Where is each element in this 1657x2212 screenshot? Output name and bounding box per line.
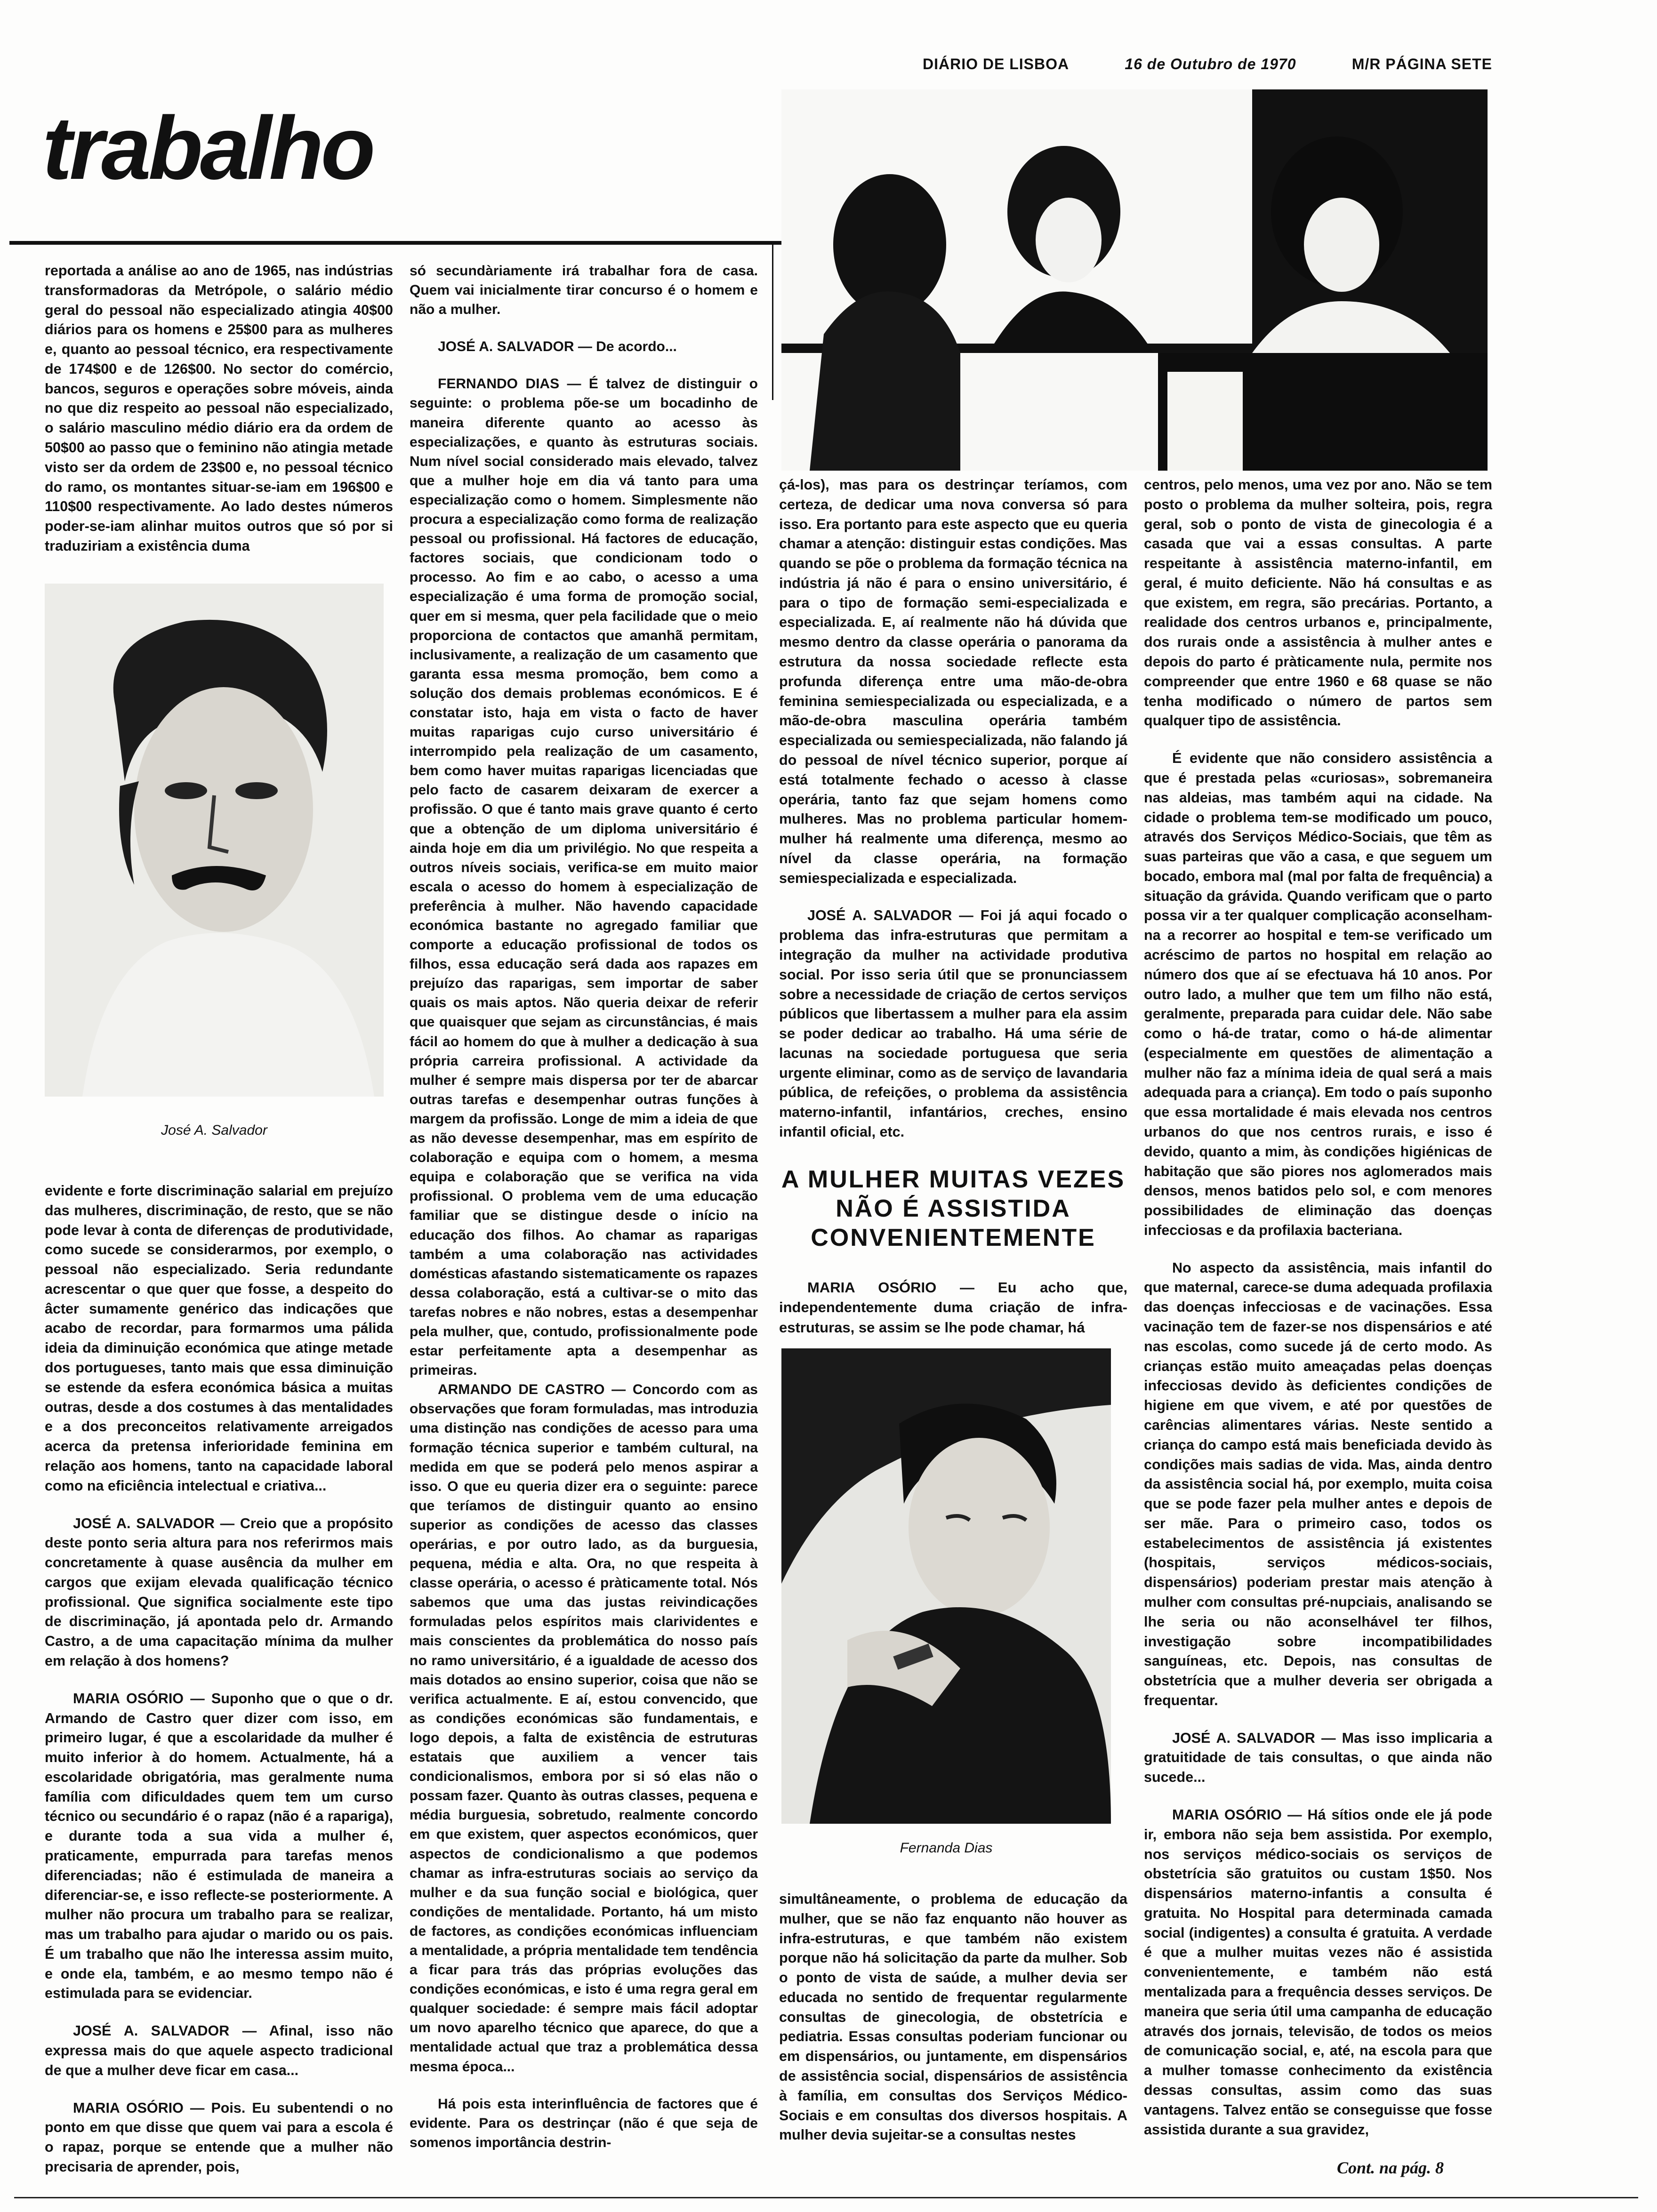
paragraph: centros, pelo menos, uma vez por ano. Não se tem posto o problema da mulher solteira, pois, regra geral, sob o ponto de vista de ginecologia é a casada que vai a essas consultas. A parte respeitante à assistência materno-infantil, em geral, é muito deficiente. Não há consultas e as que existem, em regra, são precárias. Portanto, a realidade dos centros urbanos e, principalmente, dos rurais onde a assistência à mulher antes e depois do parto é pràticamente nula, permite nos compreender que entre 1960 e 68 quase se não tenha modificado o número de partos sem qualquer tipo de assistência. (1144, 477, 1492, 729)
paragraph: Há pois esta interinfluência de factores que é evidente. Para os destrinçar (não é que seja de somenos importância destrin- (410, 2096, 758, 2150)
portrait-photo-salvador (45, 584, 384, 1097)
bottom-rule (14, 2197, 1638, 2198)
issue-date: 16 de Outubro de 1970 (1125, 56, 1296, 72)
paragraph: É evidente que não considero assistência a que é prestada pelas «curiosas», sobremaneira nas aldeias, mas também aqui na cidade. Na cidade o problema tem-se modificado um pouco, através dos Serviços Médico-Sociais, que têm as suas parteiras que vão a casa, e que seguem um bocado, embora mal (mal por falta de frequência) a situação da grávida. Quando verificam que o parto possa vir a ter qualquer complicação aconselham-na a recorrer ao hospital e tem-se verificado um acréscimo de partos no hospital em relação ao número dos que aí se efectuava há 10 anos. Por outro lado, a mulher que tem um filho não está, geralmente, preparada para cuidar dele. Não sabe como o há-de tratar, como o há-de alimentar (especialmente em questões de alimentação a mulher não faz a mínima ideia de qual será a mais adequada para a criança). Em todo o país suponho que essa mortalidade é mais elevada nos centros urbanos do que nos centros rurais, e isso é devido, quanto a mim, às condições higiénicas de habitação que são piores nos aglomerados mais densos, menos batidos pelo sol, e com menores possibilidades de eliminação das doenças infecciosas e da profilaxia bacteriana. (1144, 750, 1492, 1238)
paragraph: simultâneamente, o problema de educação da mulher, que se não faz enquanto não houver as infra-estruturas, e que também não existem porque não há solicitação da parte da mulher. Sob o ponto de vista de saúde, a mulher devia ser educada no sentido de frequentar regularmente consultas de ginecologia, de obstetrícia e pediatria. Essas consultas poderiam funcionar ou em dispensários, ou juntamente, em dispensários de assistência social, dispensários de assistência à família, em consultas dos Serviços Médico-Sociais e em consultas dos diversos hospitais. A mulher devia sujeitar-se a consultas nestes (779, 1891, 1127, 2143)
paragraph: MARIA OSÓRIO — Eu acho que, independentemente duma criação de infra-estruturas, se assim se lhe pode chamar, há (779, 1279, 1127, 1336)
section-title: trabalho (42, 98, 373, 198)
paragraph: só secundàriamente irá trabalhar fora de casa. Quem vai inicialmente tirar concurso é o homem e não a mulher. (410, 263, 758, 318)
column-1-bottom (45, 1181, 393, 2177)
continued-note[interactable]: Cont. na pág. 8 (1337, 2158, 1444, 2177)
column-1-top (45, 261, 393, 556)
paragraph: reportada a análise ao ano de 1965, nas indústrias transformadoras da Metrópole, o salário médio geral do pessoal não especializado atingia 40$00 diários para os homens e 25$00 para as mulheres e, quanto ao pessoal técnico, era respectivamente de 174$00 e de 126$00. No sector do comércio, bancos, seguros e operações sobre móveis, ainda no que diz respeito ao pessoal não especializado, o salário masculino médio diário era da ordem de 50$00 ao passo que o feminino não atingia metade visto ser da ordem de 23$00 e, no pessoal técnico do ramo, os montantes situar-se-iam em 196$00 e 110$00 respectivamente. Ao lado destes números poder-se-iam alinhar muitos outros que só por si traduziriam a existência duma (45, 263, 393, 554)
headline-line: A MULHER MUITAS VEZES (781, 1166, 1126, 1193)
portrait-photo-fernanda (781, 1348, 1111, 1824)
group-photo (781, 89, 1488, 471)
headline-line: CONVENIENTEMENTE (811, 1224, 1096, 1251)
column-3-intro (779, 1278, 1127, 1338)
paragraph: JOSÉ A. SALVADOR — Foi já aqui focado o problema das infra-estruturas que permitam a integração da mulher na actividade produtiva social. Por isso seria útil que se pronunciassem sobre a necessidade de criação de certos serviços públicos que libertassem a mulher para ela assim se poder dedicar ao trabalho. Há uma série de lacunas na sociedade portuguesa que seria urgente eliminar, como as de serviço de lavandaria pública, de refeições, o problema da assistência materno-infantil, infantários, creches, ensino infantil oficial, etc. (779, 907, 1127, 1140)
headline-line: NÃO É ASSISTIDA (836, 1195, 1071, 1222)
column-4 (1144, 475, 1492, 2140)
photo-caption-salvador: José A. Salvador (161, 1122, 267, 1138)
paragraph: JOSÉ A. SALVADOR — Afinal, isso não expressa mais do que aquele aspecto tradicional de que a mulher deve ficar em casa... (45, 2023, 393, 2078)
paragraph: MARIA OSÓRIO — Suponho que o que o dr. Armando de Castro quer dizer com isso, em primeiro lugar, é que a escolaridade da mulher é muito inferior à do homem. Actualmente, há a escolaridade obrigatória, mas geralmente numa família com dificuldades quem tem um curso técnico ou secundário é o rapaz (não é a rapariga), e durante toda a sua vida a mulher é, praticamente, empurrada para tarefas menos diferenciadas; não é estimulada de maneira a diferenciar-se, e isso reflecte-se posteriormente. A mulher não procura um trabalho para se realizar, mas um trabalho para ajudar o marido ou os pais. É um trabalho que não lhe interessa assim muito, e onde ela, também, e ao mesmo tempo não é estimulada para se evidenciar. (45, 1690, 393, 2002)
page-label: M/R PÁGINA SETE (1351, 56, 1492, 72)
photo-caption-fernanda: Fernanda Dias (900, 1840, 993, 1856)
paragraph: FERNANDO DIAS — É talvez de distinguir o seguinte: o problema põe-se um bocadinho de maneira diferente quanto ao acesso às especializações, e quanto às estruturas sociais. Num nível social considerado mais elevado, talvez que a mulher hoje em dia vá tanto para uma especialização como o homem. Simplesmente não procura a especialização como forma de realização pessoal ou profissional. Há factores de educação, factores sociais, que condicionam todo o processo. Ao fim e ao cabo, o acesso a uma especialização é uma forma de promoção social, quer em si mesma, quer pela facilidade que o meio proporciona de contactos que amanhã permitam, inclusivamente, a realização de um casamento que garanta essa mesma promoção, bem como a solução dos demais problemas económicos. E é constatar isto, haja em vista o facto de haver muitas raparigas cujo curso universitário é interrompido pela realização de um casamento, bem como haver muitas raparigas licenciadas que pelo facto de casarem deixaram de exercer a profissão. O que é tanto mais grave quanto é certo que a obtenção de um diploma universitário é ainda hoje em dia um privilégio. No que respeita a outros níveis sociais, verifica-se em muito maior escala o acesso do homem à especialização de preferência à mulher. Não havendo capacidade económica bastante no agregado familiar que comporte a educação profissional de todos os filhos, essa educação será dada aos rapazes em prejuízo das raparigas, sem importar de saber quais os mais aptos. Não queria deixar de referir que quaisquer que sejam as circunstâncias, é mais fácil ao homem do que à mulher a dedicação à sua própria carreira profissional. A actividade da mulher é sempre mais dispersa por ter de abarcar outras tarefas e desempenhar outras funções à margem da profissão. Longe de mim a ideia de que as não devesse desempenhar, mas em espírito de colaboração e equipa com o homem, a mesma equipa e colaboração que se verifica na vida profissional. O problema vem de uma educação familiar que se distingue desde o início na educação dos filhos. Ao chamar as raparigas também a uma colaboração nas actividades domésticas afastando sistematicamente os rapazes dessa colaboração, está a cultivar-se o mito das tarefas nobres e não nobres, estas a desempenhar pela mulher, que, contudo, profissionalmente pode estar perfeitamente apta a desempenhar as primeiras. (410, 376, 758, 1378)
column-3-bottom (779, 1890, 1127, 2145)
paragraph: evidente e forte discriminação salarial em prejuízo das mulheres, discriminação, de resto, que se não pode levar à conta de diferenças de produtividade, como sucede se considerarmos, por exemplo, o pessoal não especializado. Seria redundante acrescentar o que quer que fosse, a despeito do âcter sumamente genérico das indicações que acabo de recordar, para formarmos uma pálida ideia da diminuição económica que atinge metade dos portugueses, tanto mais que essa diminuição se estende da esfera económica básica a muitas outras, desde a dos costumes à das mentalidades e a dos preconceitos relativamente arreigados acerca da pretensa inferioridade feminina em relação aos homens, tanto na capacidade laboral como na eficiência intelectual e criativa... (45, 1183, 393, 1494)
paragraph: JOSÉ A. SALVADOR — Creio que a propósito deste ponto seria altura para nos referirmos mais concretamente à quase ausência da mulher em cargos que exijam elevada qualificação técnico profissional. Que significa socialmente este tipo de discriminação, já apontada pelo dr. Armando Castro, a de uma capacitação mínima da mulher em relação à dos homens? (45, 1515, 393, 1669)
paragraph: çá-los), mas para os destrinçar teríamos, com certeza, de dedicar uma nova conversa só para isso. Era portanto para este aspecto que eu queria chamar a atenção: distinguir estas condições. Mas quando se põe o problema da formação técnica na indústria já não é para o ensino universitário, é para o tipo de formação semi-especializada e especializada. E, aí realmente não há dúvida que mesmo dentro da classe operária o panorama da estrutura da nossa sociedade reflecte esta profunda diferença entre uma mão-de-obra feminina semiespecializada ou especializada, e a mão-de-obra masculina operária também especializada ou semiespecializada, não falando já do pessoal de nível técnico superior, porque aí está totalmente fechado o acesso à classe operária, tanto faz que sejam homens como mulheres. Mas no problema particular homem-mulher há realmente uma diferença, mesmo ao nível da classe operária, na formação semiespecializada e especializada. (779, 477, 1127, 886)
column-2 (410, 261, 758, 2152)
paragraph: ARMANDO DE CASTRO — Concordo com as observações que foram formuladas, mas introduzia uma distinção nas condições de acesso para uma formação técnica superior e também cultural, na medida em que se poderá pelo menos aspirar a isso. O que eu queria dizer era o seguinte: parece que teríamos de distinguir quanto ao ensino superior as condições de acesso das classes operárias, e por outro lado, as da burguesia, pequena, média e alta. Ora, no que respeita à classe operária, o acesso é pràticamente total. Nós sabemos que uma das justas reivindicações formuladas pelos espíritos mais clarividentes e mais conscientes da problemática do nosso país no ramo universitário, é a igualdade de acesso dos mais dotados ao ensino superior, coisa que não se verifica actualmente. E aí, estou convencido, que as condições económicas são fundamentais, e logo depois, a falta de existência de estruturas estatais que auxiliem a vencer tais condicionalismos, embora por si só elas não o possam fazer. Quanto às outras classes, pequena e média burguesia, sobretudo, realmente concordo em que existem, quer aspectos económicos, quer aspectos de condicionalismo a que podemos chamar as infra-estruturas sociais ao serviço da mulher e da sua função social e biológica, quer condições de mentalidade. Portanto, há um misto de factores, as condições económicas influenciam a mentalidade, a própria mentalidade tem tendência a ficar para trás das próprias evoluções das condições económicas, e isto é uma regra geral em qualquer sociedade: é sempre mais fácil adoptar um novo aparelho técnico que aparece, do que a mentalidade actual que traz a problemática dessa mesma época... (410, 1382, 758, 2075)
column-3-top (779, 475, 1127, 1142)
paragraph: MARIA OSÓRIO — Há sítios onde ele já pode ir, embora não seja bem assistida. Por exemplo, nos serviços médico-sociais os serviços de obstetrícia são gratuitos ou custam 1$50. Nos dispensários materno-infantis a consulta é gratuita. No Hospital para determinada camada social (indigentes) a consulta é gratuita. A verdade é que a mulher muitas vezes não é assistida convenientemente, e também não está mentalizada para a frequência desses serviços. De maneira que seria útil uma campanha de educação através dos jornais, televisão, de todos os meios de comunicação social, e, até, na escola para que a mulher tomasse conhecimento da existência dessas consultas, assim como das suas vantagens. Talvez então se conseguisse que fosse assistida durante a sua gravidez, (1144, 1807, 1492, 2138)
headline (779, 1165, 1127, 1252)
masthead (923, 56, 1492, 73)
paragraph: No aspecto da assistência, mais infantil do que maternal, carece-se duma adequada profilaxia das doenças infecciosas e de vacinações. Essa vacinação tem de fazer-se nos dispensários e até nas escolas, como sucede já de certo modo. As crianças estão muito ameaçadas pelas doenças infecciosas devido às deficientes condições de higiene em que vivem, e até por questões de carências alimentares várias. Neste sentido a criança do campo está mais beneficiada devido às condições mais sadias de vida. Mas, ainda dentro da assistência social há, por exemplo, muita coisa que se pode fazer pela mulher antes e depois de ser mãe. Para o primeiro caso, todos os estabelecimentos de assistência já existentes (hospitais, serviços médicos-sociais, dispensários) poderiam prestar mais atenção à mulher com consultas pré-nupciais, analisando se lhe seria ou não aconselhável ter filhos, investigação sobre incompatibilidades sanguíneas, etc. Depois, nas consultas de obstetrícia que a mulher deveria ser obrigada a frequentar. (1144, 1259, 1492, 1708)
section-rule (9, 241, 781, 245)
newspaper-name: DIÁRIO DE LISBOA (923, 56, 1070, 72)
paragraph: MARIA OSÓRIO — Pois. Eu subentendi o no ponto em que disse que quem vai para a escola é o rapaz, porque se entende que a mulher não precisaria de aprender, pois, (45, 2100, 393, 2175)
paragraph: JOSÉ A. SALVADOR — De acordo... (438, 339, 677, 355)
paragraph: JOSÉ A. SALVADOR — Mas isso implicaria a gratuitidade de tais consultas, o que ainda não sucede... (1144, 1730, 1492, 1786)
section-rule-vertical (772, 245, 773, 400)
